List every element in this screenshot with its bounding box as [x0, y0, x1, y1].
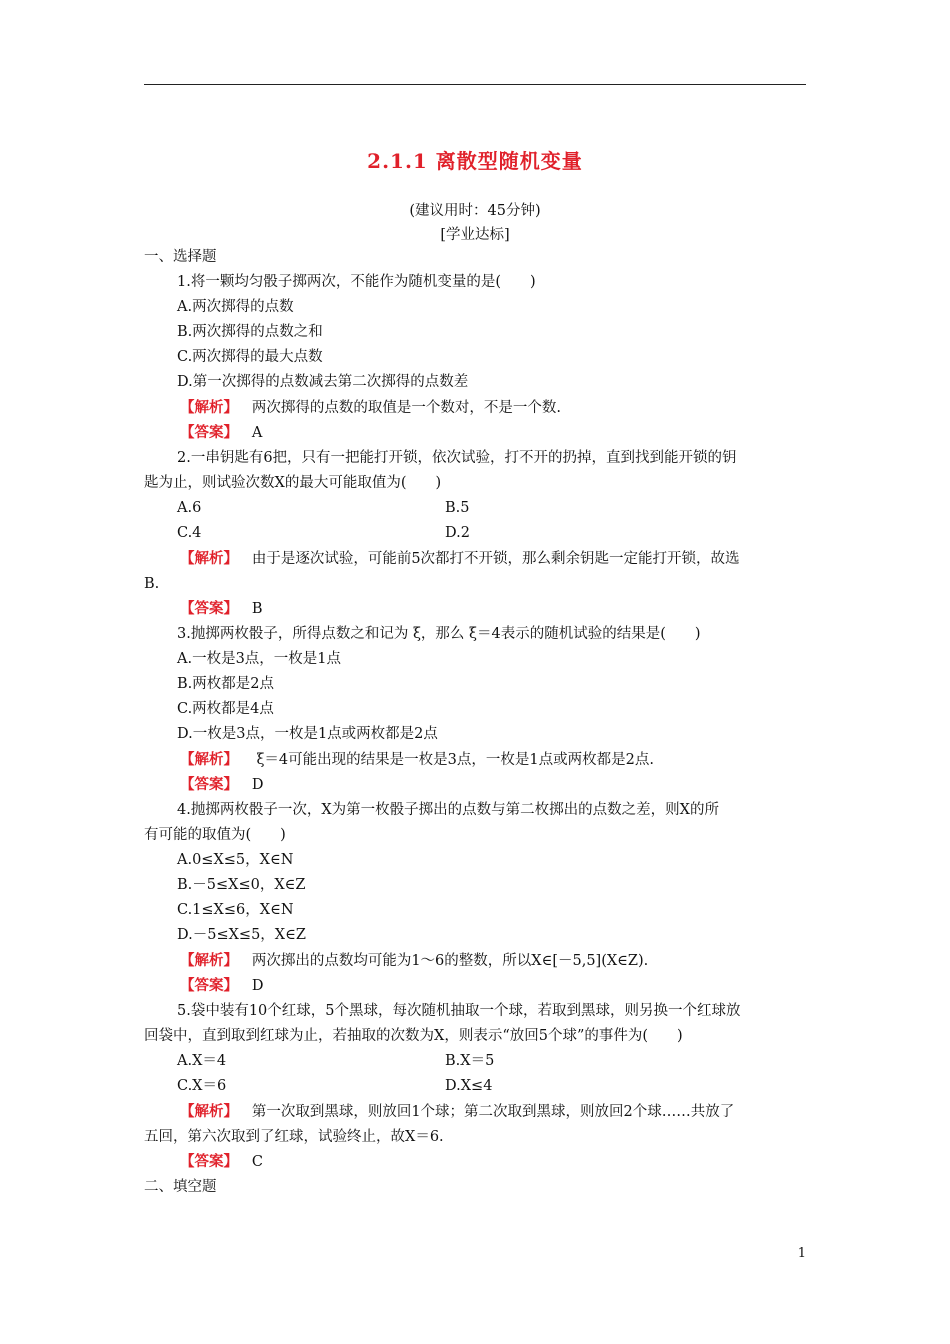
analysis-text: 两次掷得的点数的取值是一个数对，不是一个数. [251, 400, 561, 416]
analysis-label: 【解析】 [180, 550, 238, 567]
q4-analysis [180, 951, 648, 971]
q5-analysis [180, 1102, 734, 1122]
q3-option-d: D.一枚是3点，一枚是1点或两枚都是2点 [177, 726, 438, 742]
analysis-text: ξ＝4可能出现的结果是一枚是3点，一枚是1点或两枚都是2点. [256, 752, 654, 768]
q3-option-c: C.两枚都是4点 [177, 701, 274, 717]
q1-option-b: B.两次掷得的点数之和 [177, 324, 323, 340]
analysis-label: 【解析】 [180, 399, 238, 416]
page-title: 2.1.1 离散型随机变量 [367, 149, 583, 173]
q1-stem: 1.将一颗均匀骰子掷两次，不能作为随机变量的是( ) [177, 274, 536, 290]
answer-label: 【答案】 [180, 600, 238, 617]
q5-stem-line2: 回袋中，直到取到红球为止，若抽取的次数为X，则表示“放回5个球”的事件为( ) [144, 1028, 683, 1044]
analysis-text: 第一次取到黑球，则放回1个球；第二次取到黑球，则放回2个球……共放了 [251, 1104, 735, 1120]
q5-answer [180, 1152, 263, 1172]
q5-option-d: D.X≤4 [445, 1078, 493, 1094]
analysis-label: 【解析】 [180, 952, 238, 969]
q5-option-a: A.X＝4 [177, 1053, 227, 1069]
q2-option-a: A.6 [177, 500, 202, 516]
q4-stem-line1: 4.抛掷两枚骰子一次，X为第一枚骰子掷出的点数与第二枚掷出的点数之差，则X的所 [177, 802, 719, 818]
q3-answer [180, 775, 263, 795]
part-heading-choice: 一、选择题 [144, 249, 217, 265]
analysis-text: 两次掷出的点数均可能为1～6的整数，所以X∈[－5,5](X∈Z). [251, 953, 649, 969]
q3-option-b: B.两枚都是2点 [177, 676, 274, 692]
answer-label: 【答案】 [180, 776, 238, 793]
q5-option-c: C.X＝6 [177, 1078, 227, 1094]
q2-analysis-cont: B. [144, 576, 160, 592]
q2-option-d: D.2 [445, 525, 470, 541]
section-tag: [学业达标] [440, 227, 510, 243]
q3-option-a: A.一枚是3点，一枚是1点 [177, 651, 342, 667]
answer-text: C [251, 1154, 263, 1170]
header-rule [144, 84, 806, 85]
q2-answer [180, 599, 262, 619]
analysis-label: 【解析】 [180, 1103, 238, 1120]
answer-text: A [251, 425, 263, 441]
q4-stem-line2: 有可能的取值为( ) [144, 827, 286, 843]
q5-stem-line1: 5.袋中装有10个红球，5个黑球，每次随机抽取一个球，若取到黑球，则另换一个红球放 [177, 1003, 741, 1019]
answer-label: 【答案】 [180, 977, 238, 994]
answer-label: 【答案】 [180, 1153, 238, 1170]
q4-option-b: B.－5≤X≤0，X∈Z [177, 877, 306, 893]
q5-analysis-cont: 五回，第六次取到了红球，试验终止，故X＝6. [144, 1129, 444, 1145]
q1-option-c: C.两次掷得的最大点数 [177, 349, 323, 365]
q4-option-d: D.－5≤X≤5，X∈Z [177, 927, 306, 943]
q1-option-a: A.两次掷得的点数 [177, 299, 294, 315]
q3-stem: 3.抛掷两枚骰子，所得点数之和记为 ξ，那么 ξ＝4表示的随机试验的结果是( ) [177, 626, 701, 642]
answer-text: D [251, 777, 264, 793]
time-hint: (建议用时：45分钟) [409, 203, 541, 219]
answer-label: 【答案】 [180, 424, 238, 441]
q2-option-b: B.5 [445, 500, 470, 516]
q2-stem-line2: 匙为止，则试验次数X的最大可能取值为( ) [144, 475, 442, 491]
answer-text: D [251, 978, 264, 994]
q4-answer [180, 976, 263, 996]
answer-text: B [251, 601, 263, 617]
q4-option-a: A.0≤X≤5，X∈N [177, 852, 294, 868]
q4-option-c: C.1≤X≤6，X∈N [177, 902, 294, 918]
q2-analysis [180, 549, 740, 569]
part-heading-fill: 二、填空题 [144, 1179, 217, 1195]
q5-option-b: B.X＝5 [445, 1053, 495, 1069]
q1-analysis [180, 398, 561, 418]
q1-option-d: D.第一次掷得的点数减去第二次掷得的点数差 [177, 374, 469, 390]
q2-option-c: C.4 [177, 525, 202, 541]
q2-stem-line1: 2.一串钥匙有6把，只有一把能打开锁，依次试验，打不开的扔掉，直到找到能开锁的钥 [177, 450, 737, 466]
analysis-label: 【解析】 [180, 751, 238, 768]
analysis-text: 由于是逐次试验，可能前5次都打不开锁，那么剩余钥匙一定能打开锁，故选 [251, 551, 740, 567]
q1-answer [180, 423, 262, 443]
page-number: 1 [797, 1246, 806, 1261]
q3-analysis [180, 750, 654, 770]
